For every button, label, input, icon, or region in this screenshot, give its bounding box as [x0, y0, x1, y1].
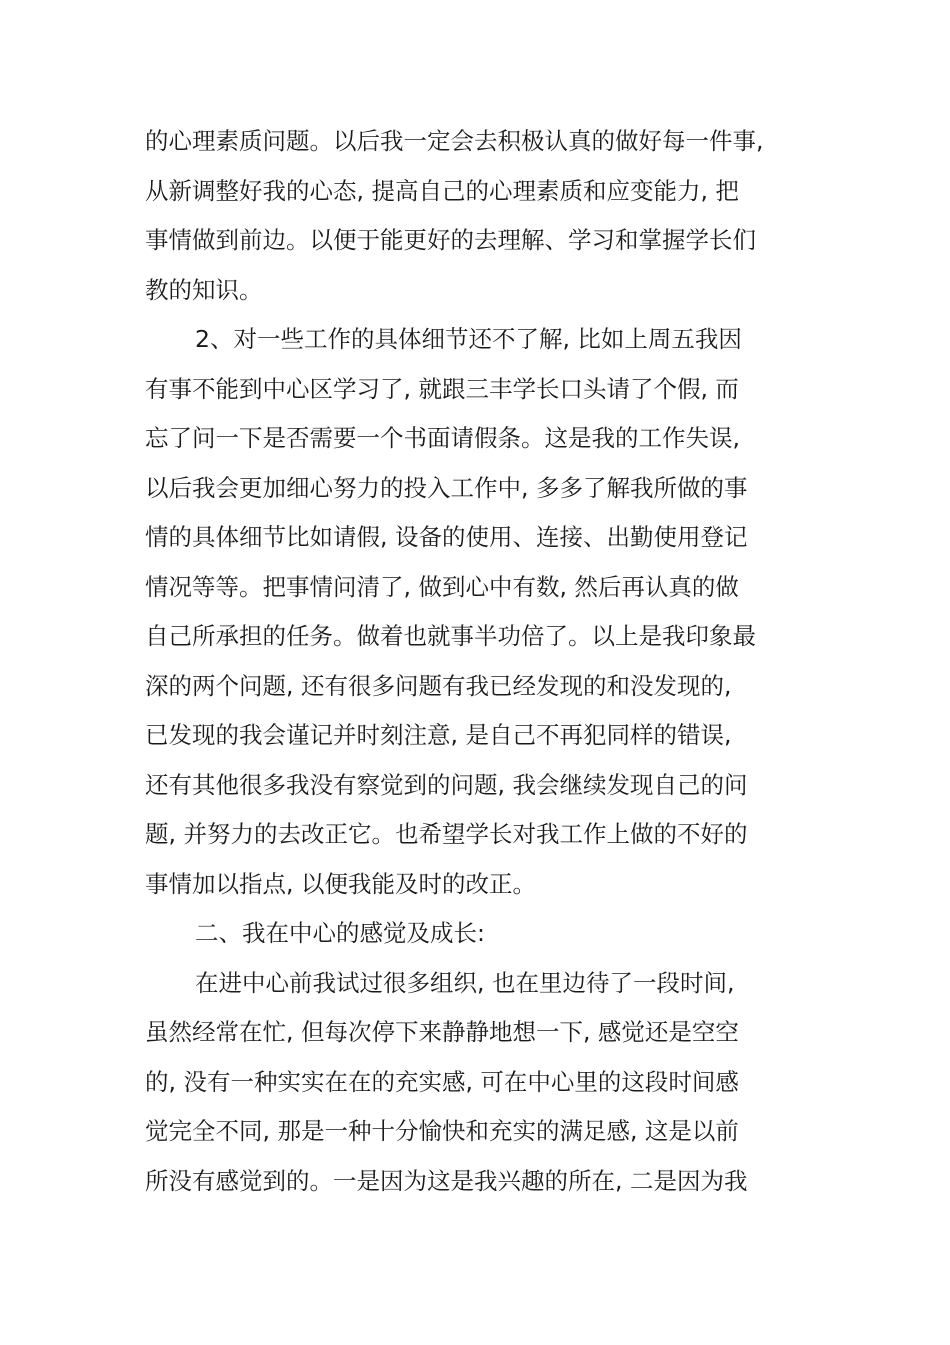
section-heading: 二、我在中心的感觉及成长:: [195, 919, 485, 947]
text-line-20: 的, 没有一种实实在在的充实感, 可在中心里的这段时间感: [145, 1067, 739, 1096]
document-body: [145, 117, 764, 1206]
text-line-14: 还有其他很多我没有察觉到的问题, 我会继续发现自己的问: [145, 770, 748, 799]
text-line-13: 已发现的我会谨记并时刻注意, 是自己不再犯同样的错误,: [145, 721, 732, 749]
text-line-3: 事情做到前边。以便于能更好的去理解、学习和掌握学长们: [145, 226, 756, 254]
text-line-12: 深的两个问题, 还有很多问题有我已经发现的和没发现的,: [145, 671, 732, 700]
text-line-5: 2、对一些工作的具体细节还不了解, 比如上周五我因: [195, 325, 742, 353]
text-line-19: 虽然经常在忙, 但每次停下来静静地想一下, 感觉还是空空: [145, 1018, 739, 1046]
text-line-16: 事情加以指点, 以便我能及时的改正。: [145, 869, 536, 898]
text-line-9: 情的具体细节比如请假, 设备的使用、连接、出勤使用登记: [145, 523, 748, 551]
text-line-2: 从新调整好我的心态, 提高自己的心理素质和应变能力, 把: [145, 176, 739, 205]
text-line-10: 情况等等。把事情问清了, 做到心中有数, 然后再认真的做: [145, 572, 739, 601]
text-line-6: 有事不能到中心区学习了, 就跟三丰学长口头请了个假, 而: [145, 374, 739, 403]
text-line-22: 所没有感觉到的。一是因为这是我兴趣的所在, 二是因为我: [145, 1166, 748, 1195]
text-line-21: 觉完全不同, 那是一种十分愉快和充实的满足感, 这是以前: [145, 1117, 739, 1145]
text-line-4: 教的知识。: [145, 275, 263, 304]
text-line-11: 自己所承担的任务。做着也就事半功倍了。以上是我印象最: [145, 622, 756, 650]
text-line-1: 的心理素质问题。以后我一定会去积极认真的做好每一件事,: [145, 127, 764, 155]
text-line-18: 在进中心前我试过很多组织, 也在里边待了一段时间,: [195, 968, 735, 997]
text-line-7: 忘了问一下是否需要一个书面请假条。这是我的工作失误,: [145, 424, 740, 452]
text-line-8: 以后我会更加细心努力的投入工作中, 多多了解我所做的事: [145, 473, 748, 502]
text-line-15: 题, 并努力的去改正它。也希望学长对我工作上做的不好的: [145, 820, 748, 848]
